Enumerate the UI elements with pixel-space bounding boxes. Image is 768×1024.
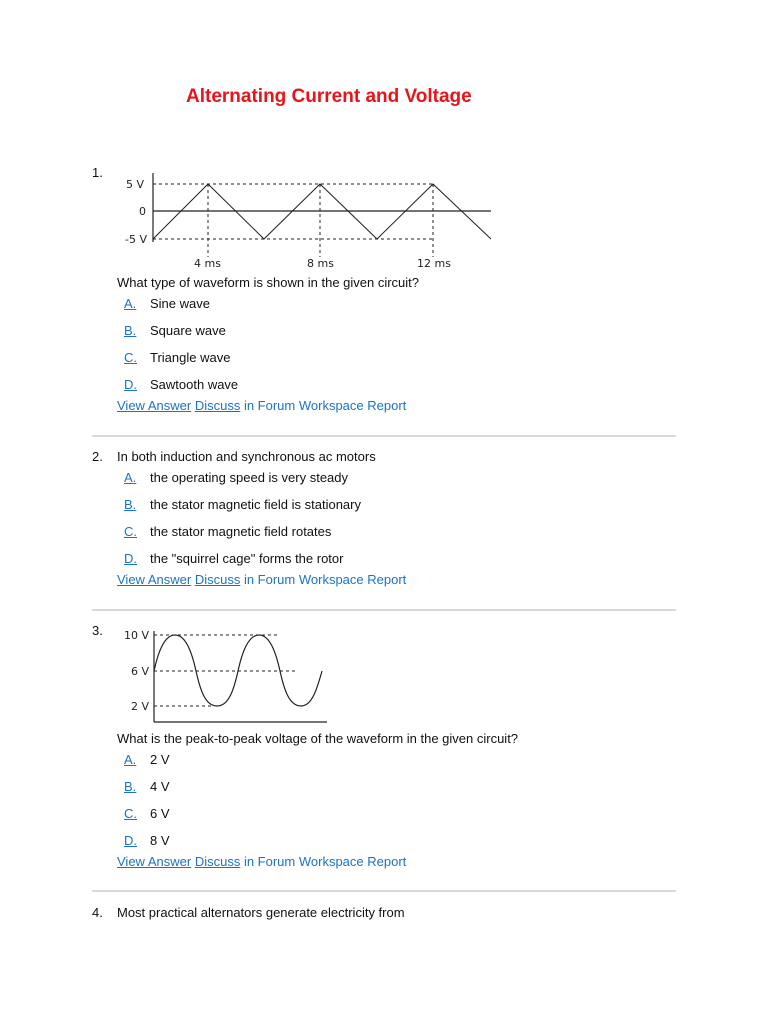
option-letter[interactable]: A.	[124, 470, 137, 485]
y-label-0: 0	[139, 205, 146, 218]
forum-workspace-report-text[interactable]: in Forum Workspace Report	[243, 572, 407, 587]
question-text: What type of waveform is shown in the given circuit?	[117, 275, 420, 290]
option-text: the "squirrel cage" forms the rotor	[150, 551, 344, 566]
option-letter[interactable]: B.	[124, 497, 137, 512]
question-links	[117, 398, 677, 414]
discuss-link[interactable]: Discuss	[194, 398, 241, 413]
question-number: 1.	[92, 165, 103, 180]
option-text: the stator magnetic field is stationary	[150, 497, 361, 512]
discuss-link[interactable]: Discuss	[194, 854, 241, 869]
forum-workspace-report-text[interactable]: in Forum Workspace Report	[243, 854, 407, 869]
option-text: Square wave	[150, 323, 226, 338]
option-text: the operating speed is very steady	[150, 470, 349, 485]
option-d[interactable]	[117, 551, 677, 572]
discuss-link[interactable]: Discuss	[194, 572, 241, 587]
y-label-2v: 2 V	[131, 700, 150, 713]
triangle-waveform-figure	[117, 165, 517, 275]
option-c[interactable]	[117, 806, 677, 833]
option-a[interactable]	[117, 296, 677, 323]
option-letter[interactable]: C.	[124, 806, 137, 821]
option-letter[interactable]: D.	[124, 551, 137, 566]
y-label-10v: 10 V	[124, 629, 150, 642]
view-answer-link[interactable]: View Answer	[117, 854, 192, 869]
view-answer-link[interactable]: View Answer	[117, 572, 192, 587]
y-label-minus-5v: -5 V	[125, 233, 147, 246]
option-letter[interactable]: C.	[124, 350, 137, 365]
option-text: Sawtooth wave	[150, 377, 239, 392]
option-b[interactable]	[117, 779, 677, 806]
option-a[interactable]	[117, 752, 677, 779]
option-text: 6 V	[150, 806, 170, 821]
option-text: the stator magnetic field rotates	[150, 524, 332, 539]
option-a[interactable]	[117, 470, 677, 497]
option-text: 8 V	[150, 833, 170, 848]
sine-waveform-figure	[117, 623, 337, 728]
option-letter[interactable]: A.	[124, 752, 137, 767]
view-answer-link[interactable]: View Answer	[117, 398, 192, 413]
question-number: 2.	[92, 449, 103, 464]
question-text: What is the peak-to-peak voltage of the waveform in the given circuit?	[117, 731, 519, 746]
option-d[interactable]	[117, 833, 677, 854]
question-text: Most practical alternators generate electricity from	[117, 905, 405, 920]
question-separator	[92, 435, 676, 437]
option-text: Sine wave	[150, 296, 210, 311]
question-number: 3.	[92, 623, 103, 638]
question-links	[117, 854, 677, 870]
option-letter[interactable]: C.	[124, 524, 137, 539]
question-separator	[92, 609, 676, 611]
option-letter[interactable]: A.	[124, 296, 137, 311]
option-letter[interactable]: B.	[124, 779, 137, 794]
option-letter[interactable]: B.	[124, 323, 137, 338]
option-letter[interactable]: D.	[124, 833, 137, 848]
forum-workspace-report-text[interactable]: in Forum Workspace Report	[243, 398, 407, 413]
y-label-6v: 6 V	[131, 665, 150, 678]
x-label-12ms: 12 ms	[417, 257, 451, 270]
option-c[interactable]	[117, 524, 677, 551]
option-c[interactable]	[117, 350, 677, 377]
y-label-5v: 5 V	[126, 178, 145, 191]
option-b[interactable]	[117, 497, 677, 524]
option-b[interactable]	[117, 323, 677, 350]
question-number: 4.	[92, 905, 103, 920]
question-separator	[92, 890, 676, 892]
page-title: Alternating Current and Voltage	[186, 86, 472, 107]
question-text: In both induction and synchronous ac motors	[117, 449, 376, 464]
x-label-8ms: 8 ms	[307, 257, 334, 270]
question-links	[117, 572, 677, 588]
option-d[interactable]	[117, 377, 677, 398]
option-text: 2 V	[150, 752, 170, 767]
option-text: Triangle wave	[150, 350, 231, 365]
option-text: 4 V	[150, 779, 170, 794]
x-label-4ms: 4 ms	[194, 257, 221, 270]
option-letter[interactable]: D.	[124, 377, 137, 392]
